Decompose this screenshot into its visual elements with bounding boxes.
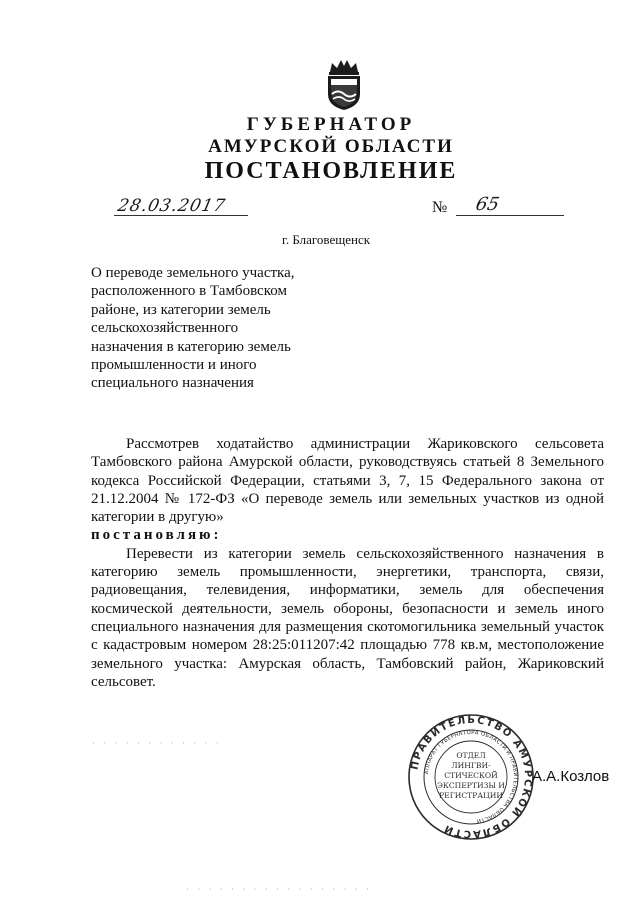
stamp-center-line: ОТДЕЛ [456,751,486,760]
preamble-paragraph [91,435,604,526]
number-underline [456,215,564,216]
stamp-ring-text: ПРАВИТЕЛЬСТВО АМУРСКОЙ ОБЛАСТИ [409,714,534,840]
preamble-line: Рассмотрев ходатайство администрации Жариковского сельсовета [126,436,604,452]
stamp-center-line: ЭКСПЕРТИЗЫ И [437,781,505,790]
decision-line: Перевести из категории земель сельскохозяйственного назначения в [126,545,604,562]
signatory-name: А.А.Козлов [532,768,610,785]
subject-line: назначения в категорию земель [91,338,291,355]
preamble-line: кодекса Российской Федерации, статьями 3, 7, 15 Федерального закона от [91,472,604,489]
decision-line: радиовещания, телевидения, информатики, земель для обеспечения [91,582,604,599]
number-label: № [432,199,448,216]
scan-noise: · · · · · · · · · · · · [92,738,222,748]
document-type-title: ПОСТАНОВЛЕНИЕ [204,158,458,184]
decision-line: сельсовет. [91,673,156,690]
preamble-line: 21.12.2004 № 172-ФЗ «О переводе земель или земельных участков из одной [91,490,604,507]
decision-line: с кадастровым номером 28:25:011207:42 площадью 778 кв.м, местоположение [91,637,604,654]
stamp-inner-ring-text: АППАРАТ ГУБЕРНАТОРА ОБЛАСТИ И ПРАВИТЕЛЬСТВА ОБЛАСТИ [424,729,519,824]
document-body [91,435,604,691]
document-subject [91,264,331,393]
decision-paragraph [91,545,604,691]
stamp-center-line: РЕГИСТРАЦИИ [439,791,503,800]
official-stamp [406,712,536,842]
decree-word: постановляю: [91,527,222,544]
date-underline [114,215,248,216]
city-name: г. Благовещенск [282,232,371,247]
org-line-region: АМУРСКОЙ ОБЛАСТИ [208,136,454,157]
document-date: 28.03.2017 [115,196,228,216]
decision-line: космической деятельности, земель обороны, безопасности и земель иного [91,600,604,617]
decision-line: земельного участка: Амурская область, Тамбовский район, Жариковский [91,655,604,672]
decision-line: специального назначения для размещения скотомогильника земельный участок [91,618,604,635]
coat-of-arms-icon [324,58,364,112]
decision-line: категорию земель промышленности, энергетики, транспорта, связи, [91,564,604,581]
stamp-center-line: СТИЧЕСКОЙ [444,771,498,780]
subject-line: промышленности и иного [91,357,257,374]
preamble-line: Тамбовского района Амурской области, руководствуясь статьей 8 Земельного [91,454,604,471]
stamp-center-line: ЛИНГВИ- [451,761,491,770]
scan-noise: · · · · · · · · · · · · · · · · · [186,884,372,894]
org-line-governor: ГУБЕРНАТОР [246,114,416,135]
document-number: 65 [473,194,502,215]
subject-line: расположенного в Тамбовском [91,283,287,300]
subject-line: О переводе земельного участка, [91,265,295,281]
subject-line: специального назначения [91,375,254,392]
preamble-line: категории в другую» [91,509,224,526]
subject-line: районе, из категории земель [91,301,271,318]
subject-line: сельскохозяйственного [91,320,239,337]
